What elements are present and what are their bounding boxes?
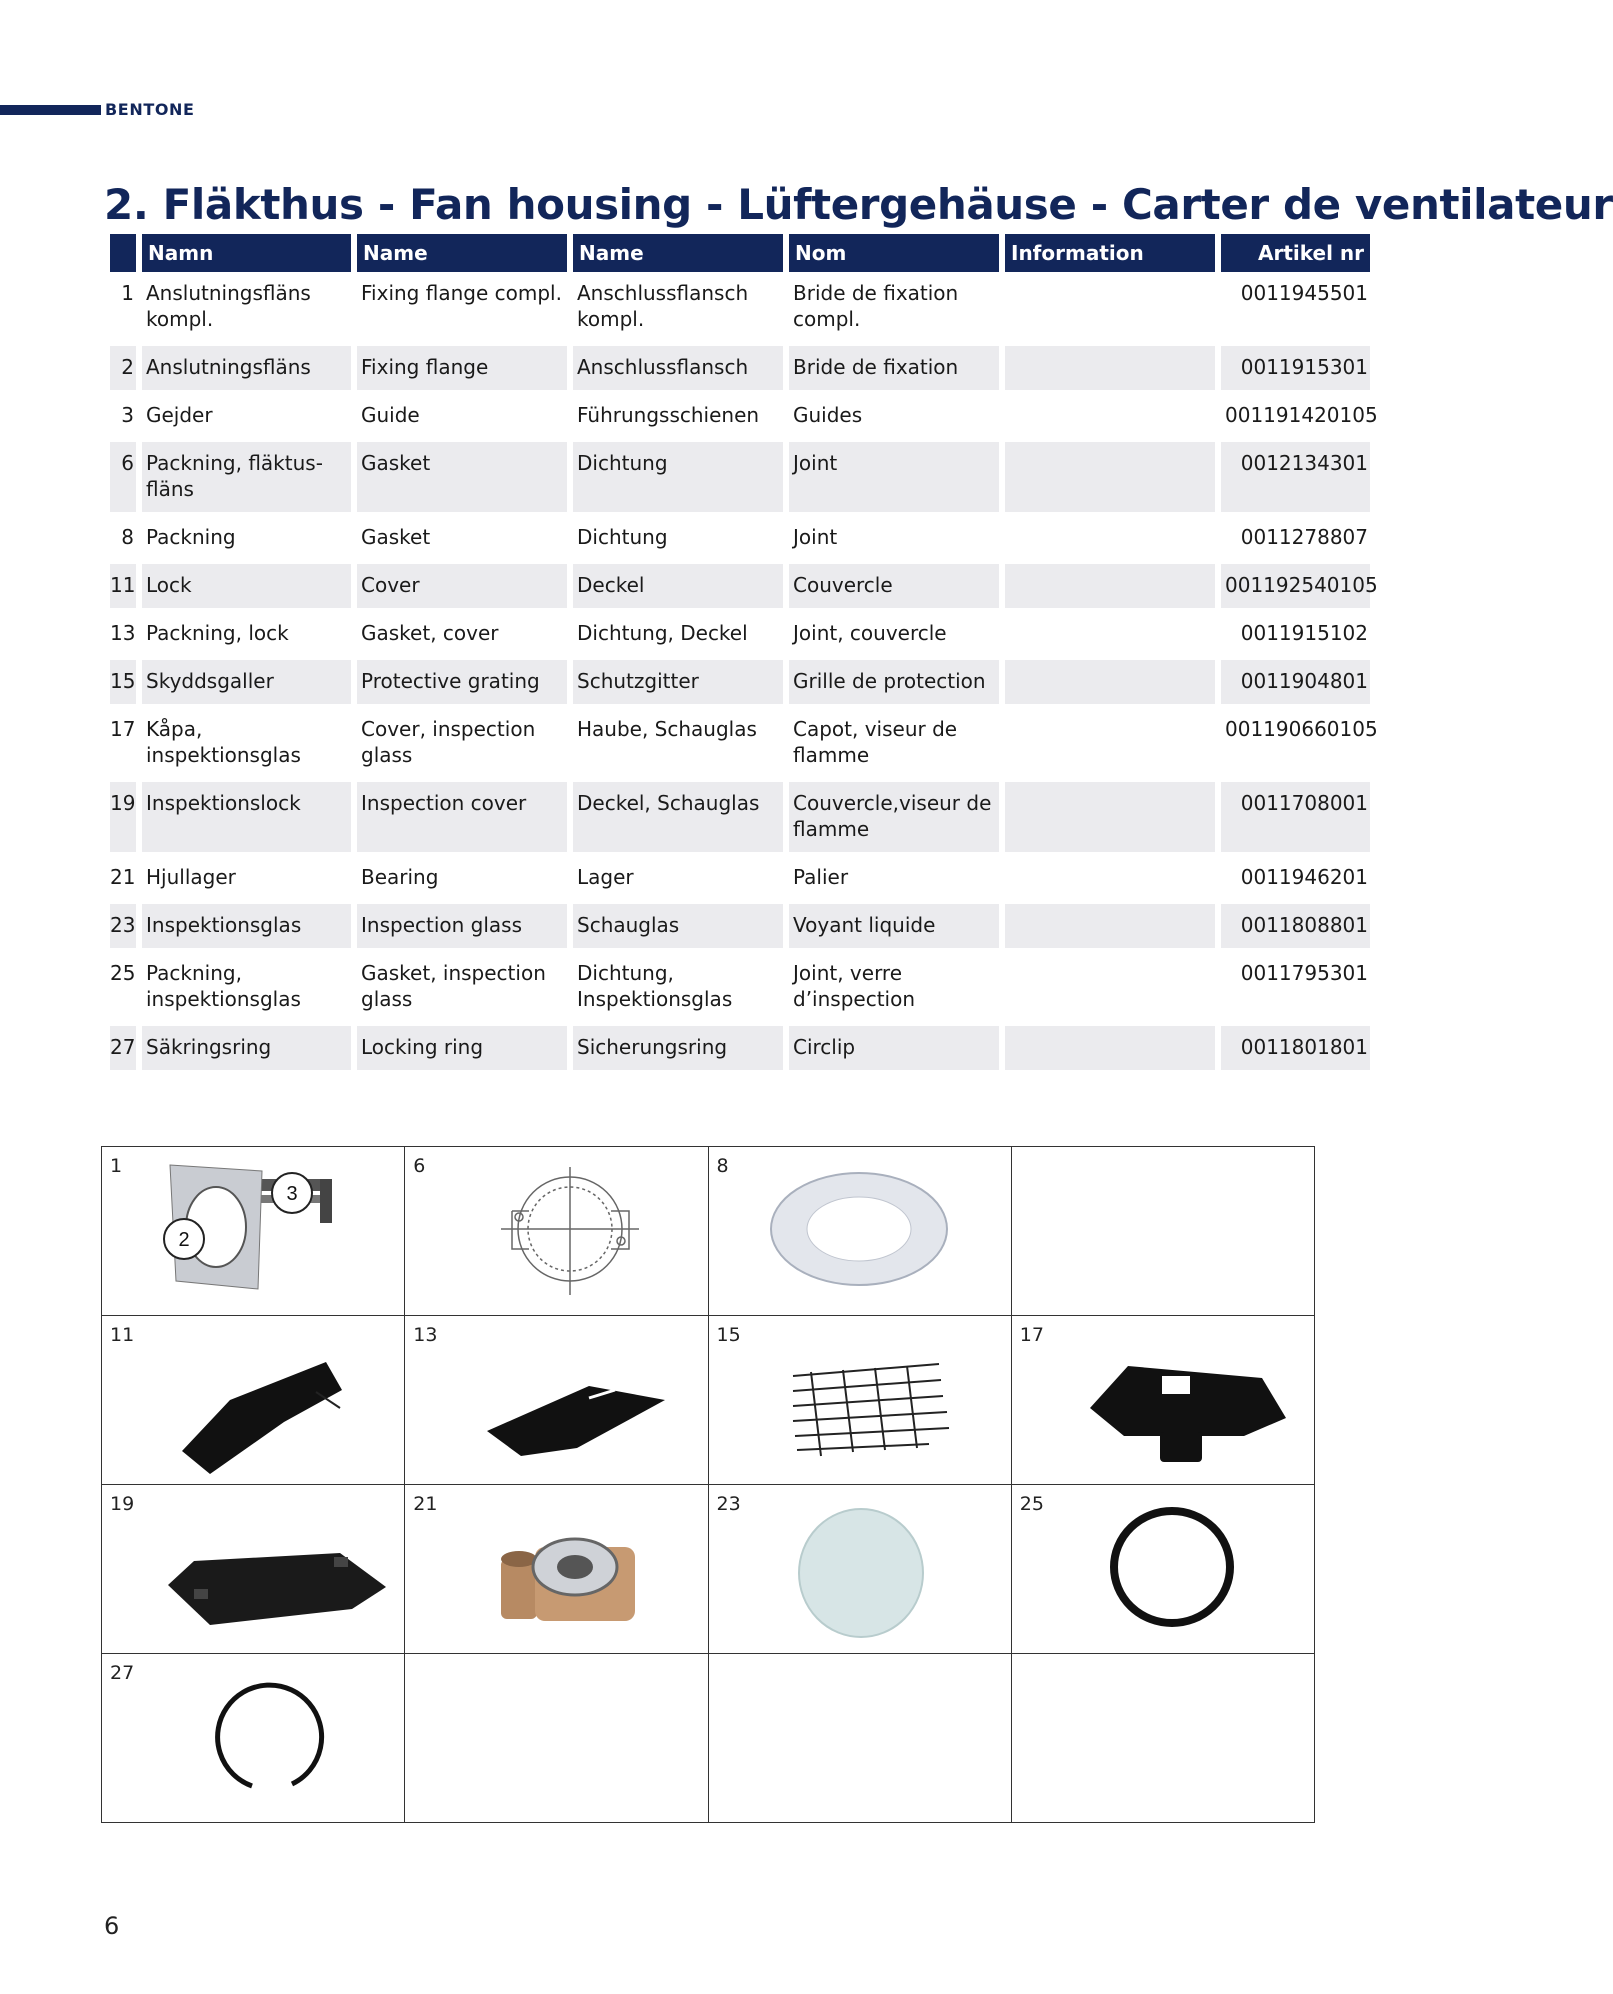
name-de-cell: Anschlussflansch kompl.: [573, 272, 783, 342]
illustration-row: [102, 1147, 1315, 1316]
name-en-cell: Fixing flange: [357, 342, 567, 390]
part-number: 27: [110, 1662, 135, 1684]
table-row: [110, 900, 1370, 948]
row-number: 8: [110, 512, 136, 560]
information-cell: [1005, 704, 1215, 778]
header-number: [110, 234, 136, 272]
nom-cell: Circlip: [789, 1022, 999, 1070]
table-row: [110, 342, 1370, 390]
part-number: 15: [716, 1324, 741, 1346]
row-number: 27: [110, 1022, 136, 1070]
name-de-cell: Deckel, Schauglas: [573, 778, 783, 852]
nom-cell: Capot, viseur de flamme: [789, 704, 999, 778]
nom-cell: Bride de fixation compl.: [789, 272, 999, 342]
artikel-nr-cell: 0011801801: [1221, 1022, 1370, 1070]
row-number: 25: [110, 948, 136, 1022]
table-row: [110, 656, 1370, 704]
name-de-cell: Schauglas: [573, 900, 783, 948]
table-row: [110, 1022, 1370, 1070]
artikel-nr-cell: 001191420105: [1221, 390, 1370, 438]
table-row: [110, 778, 1370, 852]
row-number: 15: [110, 656, 136, 704]
name-en-cell: Cover, inspection glass: [357, 704, 567, 778]
name-en-cell: Guide: [357, 390, 567, 438]
information-cell: [1005, 342, 1215, 390]
header-namn: Namn: [142, 234, 351, 272]
name-en-cell: Cover: [357, 560, 567, 608]
information-cell: [1005, 900, 1215, 948]
name-de-cell: Dichtung: [573, 438, 783, 512]
header-artikel-nr: Artikel nr: [1221, 234, 1370, 272]
namn-cell: Gejder: [142, 390, 351, 438]
header-name-en: Name: [357, 234, 567, 272]
parts-illustration-grid: [101, 1146, 1315, 1823]
artikel-nr-cell: 0011915102: [1221, 608, 1370, 656]
part-number: 13: [413, 1324, 438, 1346]
name-en-cell: Inspection glass: [357, 900, 567, 948]
name-en-cell: Inspection cover: [357, 778, 567, 852]
namn-cell: Packning, inspektionsglas: [142, 948, 351, 1022]
namn-cell: Skyddsgaller: [142, 656, 351, 704]
nom-cell: Couvercle,viseur de flamme: [789, 778, 999, 852]
table-header-row: [110, 234, 1370, 272]
artikel-nr-cell: 001192540105: [1221, 560, 1370, 608]
artikel-nr-cell: 001190660105: [1221, 704, 1370, 778]
name-de-cell: Deckel: [573, 560, 783, 608]
table-row: [110, 948, 1370, 1022]
table-row: [110, 704, 1370, 778]
part-number: 11: [110, 1324, 135, 1346]
part-number: 19: [110, 1493, 135, 1515]
name-en-cell: Gasket, cover: [357, 608, 567, 656]
illustration-row: [102, 1485, 1315, 1654]
information-cell: [1005, 778, 1215, 852]
nom-cell: Guides: [789, 390, 999, 438]
information-cell: [1005, 656, 1215, 704]
nom-cell: Joint: [789, 512, 999, 560]
table-row: [110, 272, 1370, 342]
namn-cell: Säkringsring: [142, 1022, 351, 1070]
artikel-nr-cell: 0012134301: [1221, 438, 1370, 512]
name-de-cell: Schutzgitter: [573, 656, 783, 704]
page-title: 2. Fläkthus - Fan housing - Lüftergehäuse - Carter de ventilateur: [104, 180, 1613, 229]
name-en-cell: Locking ring: [357, 1022, 567, 1070]
information-cell: [1005, 438, 1215, 512]
callout-label: 2: [178, 1229, 190, 1251]
nom-cell: Palier: [789, 852, 999, 900]
namn-cell: Lock: [142, 560, 351, 608]
table-row: [110, 608, 1370, 656]
namn-cell: Inspektionslock: [142, 778, 351, 852]
part-number: 25: [1019, 1493, 1044, 1515]
information-cell: [1005, 948, 1215, 1022]
namn-cell: Anslutningsfläns: [142, 342, 351, 390]
empty-part-cell: [708, 1654, 1011, 1823]
namn-cell: Kåpa, inspektionsglas: [142, 704, 351, 778]
part-number: 17: [1019, 1324, 1044, 1346]
nom-cell: Voyant liquide: [789, 900, 999, 948]
artikel-nr-cell: 0011278807: [1221, 512, 1370, 560]
part-cell-inspection-glass-cover: [1011, 1316, 1314, 1485]
part-number: 23: [716, 1493, 741, 1515]
row-number: 17: [110, 704, 136, 778]
row-number: 3: [110, 390, 136, 438]
empty-part-cell: [1011, 1654, 1314, 1823]
artikel-nr-cell: 0011904801: [1221, 656, 1370, 704]
row-number: 13: [110, 608, 136, 656]
part-cell-gasket-ring: [708, 1147, 1011, 1316]
information-cell: [1005, 390, 1215, 438]
part-cell-cover: [102, 1316, 405, 1485]
illustration-row: [102, 1654, 1315, 1823]
name-de-cell: Dichtung, Deckel: [573, 608, 783, 656]
part-cell-inspection-glass: [708, 1485, 1011, 1654]
artikel-nr-cell: 0011946201: [1221, 852, 1370, 900]
part-cell-inspection-cover: [102, 1485, 405, 1654]
part-number: 21: [413, 1493, 438, 1515]
nom-cell: Joint, couvercle: [789, 608, 999, 656]
table-row: [110, 852, 1370, 900]
parts-table: [104, 234, 1376, 1070]
row-number: 23: [110, 900, 136, 948]
part-cell-gasket-drawing: [405, 1147, 708, 1316]
name-en-cell: Gasket: [357, 438, 567, 512]
part-cell-protective-grating: [708, 1316, 1011, 1485]
part-number: 8: [716, 1155, 729, 1177]
artikel-nr-cell: 0011915301: [1221, 342, 1370, 390]
name-de-cell: Dichtung: [573, 512, 783, 560]
information-cell: [1005, 512, 1215, 560]
namn-cell: Anslutningsfläns kompl.: [142, 272, 351, 342]
name-de-cell: Lager: [573, 852, 783, 900]
name-de-cell: Sicherungsring: [573, 1022, 783, 1070]
table-row: [110, 512, 1370, 560]
artikel-nr-cell: 0011708001: [1221, 778, 1370, 852]
artikel-nr-cell: 0011808801: [1221, 900, 1370, 948]
namn-cell: Packning, lock: [142, 608, 351, 656]
header-information: Information: [1005, 234, 1215, 272]
information-cell: [1005, 272, 1215, 342]
name-en-cell: Gasket, inspection glass: [357, 948, 567, 1022]
row-number: 1: [110, 272, 136, 342]
part-cell-cover-gasket: [405, 1316, 708, 1485]
empty-part-cell: [1011, 1147, 1314, 1316]
namn-cell: Inspektionsglas: [142, 900, 351, 948]
name-en-cell: Gasket: [357, 512, 567, 560]
nom-cell: Bride de fixation: [789, 342, 999, 390]
brand-name: BENTONE: [105, 100, 195, 119]
part-number: 1: [110, 1155, 123, 1177]
information-cell: [1005, 852, 1215, 900]
part-cell-fixing-flange: [102, 1147, 405, 1316]
name-de-cell: Anschlussflansch: [573, 342, 783, 390]
row-number: 21: [110, 852, 136, 900]
header-name-de: Name: [573, 234, 783, 272]
namn-cell: Packning, fläktus-fläns: [142, 438, 351, 512]
name-de-cell: Haube, Schauglas: [573, 704, 783, 778]
name-de-cell: Führungsschienen: [573, 390, 783, 438]
namn-cell: Packning: [142, 512, 351, 560]
information-cell: [1005, 608, 1215, 656]
nom-cell: Grille de protection: [789, 656, 999, 704]
brand-bar: [0, 105, 101, 115]
empty-part-cell: [405, 1654, 708, 1823]
name-en-cell: Protective grating: [357, 656, 567, 704]
name-en-cell: Fixing flange compl.: [357, 272, 567, 342]
header-nom: Nom: [789, 234, 999, 272]
row-number: 6: [110, 438, 136, 512]
nom-cell: Couvercle: [789, 560, 999, 608]
information-cell: [1005, 560, 1215, 608]
table-row: [110, 560, 1370, 608]
row-number: 19: [110, 778, 136, 852]
part-cell-circlip: [102, 1654, 405, 1823]
nom-cell: Joint, verre d’inspection: [789, 948, 999, 1022]
part-cell-o-ring-gasket: [1011, 1485, 1314, 1654]
namn-cell: Hjullager: [142, 852, 351, 900]
name-de-cell: Dichtung, Inspektionsglas: [573, 948, 783, 1022]
name-en-cell: Bearing: [357, 852, 567, 900]
row-number: 11: [110, 560, 136, 608]
table-row: [110, 438, 1370, 512]
artikel-nr-cell: 0011945501: [1221, 272, 1370, 342]
table-row: [110, 390, 1370, 438]
nom-cell: Joint: [789, 438, 999, 512]
part-cell-bearing: [405, 1485, 708, 1654]
artikel-nr-cell: 0011795301: [1221, 948, 1370, 1022]
callout-label: 3: [286, 1183, 298, 1205]
row-number: 2: [110, 342, 136, 390]
part-number: 6: [413, 1155, 426, 1177]
information-cell: [1005, 1022, 1215, 1070]
illustration-row: [102, 1316, 1315, 1485]
page-number: 6: [104, 1912, 120, 1940]
